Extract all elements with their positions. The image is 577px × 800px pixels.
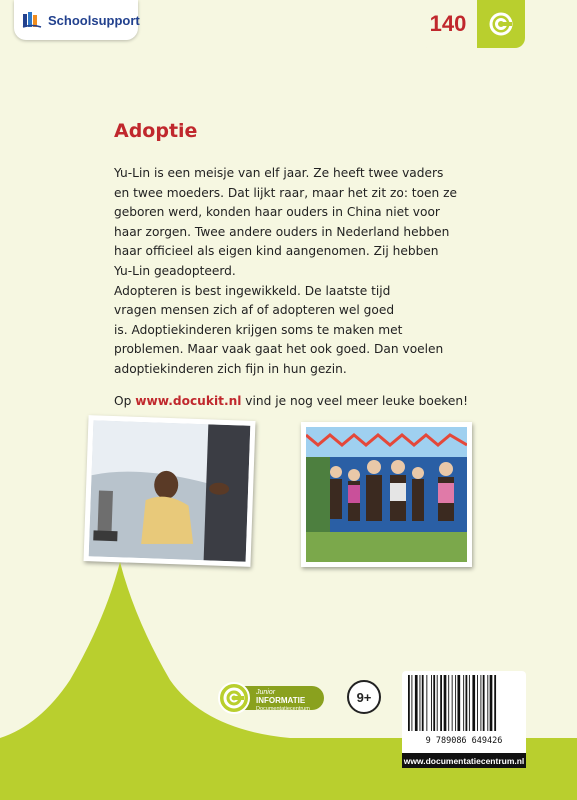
series-logo-line3: Documentatiecentrum (256, 706, 310, 712)
barcode-bar (433, 675, 435, 731)
barcode-bar (469, 675, 470, 731)
barcode-bar (422, 675, 424, 731)
barcode-bar (455, 675, 456, 731)
barcode-bar (487, 675, 488, 731)
barcode-bar (448, 675, 449, 731)
page-title: Adoptie (114, 120, 198, 142)
barcode-bar (437, 675, 438, 731)
barcode-bar (440, 675, 442, 731)
barcode-bar (431, 675, 432, 731)
age-badge: 9+ (347, 680, 381, 714)
barcode-bar (420, 675, 421, 731)
barcode-bar (494, 675, 496, 731)
body-line: is. Adoptiekinderen krijgen soms te maken met (114, 322, 403, 337)
barcode-bar (411, 675, 412, 731)
publisher-url[interactable]: www.documentatiecentrum.nl (402, 753, 526, 768)
body-line: en twee moeders. Dat lijkt raar, maar het zit zo: toen ze (114, 185, 458, 200)
promo-line (114, 394, 468, 408)
spiral-icon (477, 11, 525, 37)
body-line: adoptiekinderen zich fijn in hun gezin. (114, 361, 347, 376)
barcode-bar (444, 675, 447, 731)
body-line: problemen. Maar vaak gaat het ook goed. Dan voelen (114, 342, 444, 357)
body-text (114, 164, 474, 380)
barcode-bar (452, 675, 453, 731)
body-line: vragen mensen zich af of adopteren wel goed (114, 303, 395, 318)
brand-name: Schoolsupport (48, 12, 140, 28)
junior-informatie-logo (218, 680, 326, 716)
body-line: Adopteren is best ingewikkeld. De laatste tijd (114, 283, 391, 298)
barcode-bar (415, 675, 418, 731)
promo-pre: Op (114, 394, 136, 408)
promo-post: vind je nog veel meer leuke boeken! (241, 394, 469, 408)
schoolsupport-logo (14, 0, 138, 40)
barcode-bar (426, 675, 427, 731)
body-line: geboren werd, konden haar ouders in China niet voor (114, 205, 440, 220)
barcode-bar (477, 675, 478, 731)
barcode-bar (490, 675, 493, 731)
barcode-bar (472, 675, 475, 731)
isbn-number: 9 789086 649426 (425, 736, 503, 746)
body-line: Yu-Lin is een meisje van elf jaar. Ze heeft twee vaders (114, 166, 444, 180)
body-line: haar zorgen. Twee andere ouders in Nederland hebben (114, 224, 450, 239)
book-icon (22, 11, 42, 29)
barcode-bar (480, 675, 481, 731)
body-line: haar officieel als eigen kind aangenomen. Zij hebben (114, 244, 439, 259)
photo-child-hospital (84, 415, 256, 567)
barcode-bar (466, 675, 468, 731)
series-number-tab (419, 0, 525, 48)
series-number: 140 (419, 0, 477, 48)
barcode-bar (483, 675, 485, 731)
body-line: Yu-Lin geadopteerd. (114, 263, 236, 278)
series-logo-line2: INFORMATIE (256, 696, 306, 705)
series-logo-line1: Junior (256, 689, 276, 696)
barcode-bar (463, 675, 464, 731)
docukit-link[interactable]: www.docukit.nl (135, 394, 242, 408)
photo-group-girls (301, 422, 472, 567)
barcode-bar (408, 675, 410, 731)
barcode-bar (457, 675, 460, 731)
